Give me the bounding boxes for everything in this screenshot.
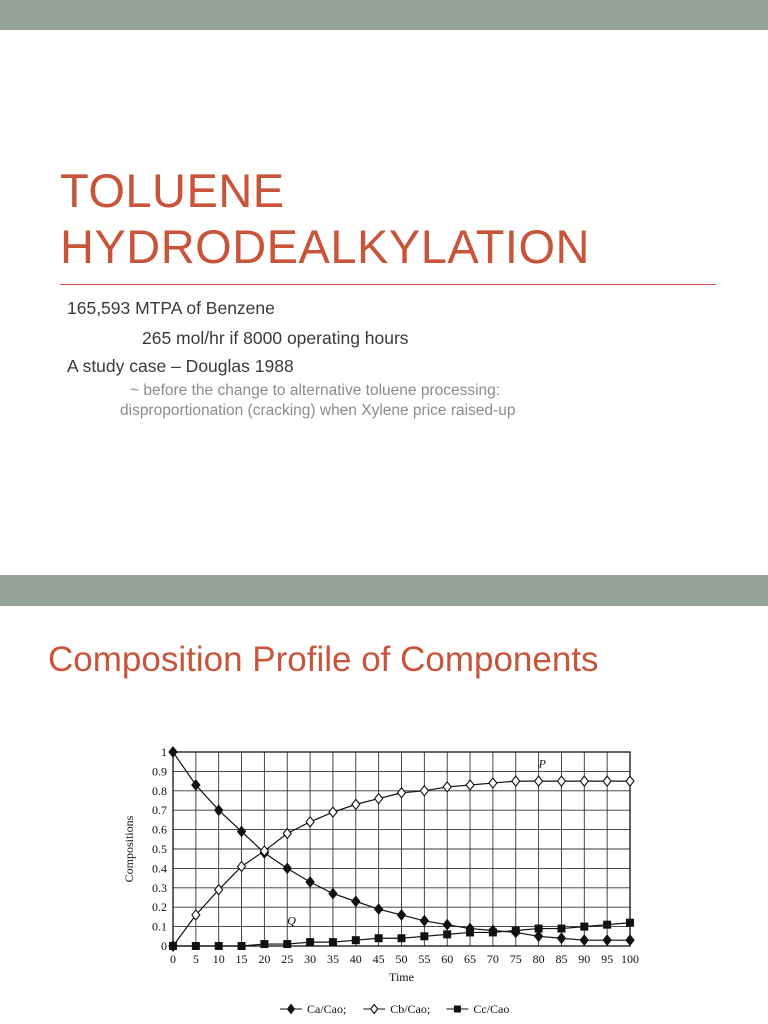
data-point: [466, 780, 474, 790]
data-point: [512, 776, 520, 786]
x-tick-label: 100: [621, 952, 639, 966]
annotation-p: P: [538, 756, 546, 771]
data-point: [307, 939, 314, 946]
data-point: [398, 788, 406, 798]
x-tick-label: 5: [192, 952, 199, 966]
legend-label: Cc/Cao: [473, 1002, 510, 1016]
data-point: [581, 923, 588, 930]
y-axis-label: Compositions: [122, 815, 136, 883]
data-point: [626, 935, 634, 945]
composition-chart: [115, 740, 655, 1024]
data-point: [420, 786, 428, 796]
data-point: [558, 925, 565, 932]
data-point: [557, 933, 565, 943]
slide-top-bar: [0, 0, 768, 30]
data-point: [352, 937, 359, 944]
x-axis-label: Time: [389, 970, 414, 984]
data-point: [421, 933, 428, 940]
legend-label: Cb/Cao;: [390, 1002, 431, 1016]
data-point: [603, 935, 611, 945]
data-point: [443, 920, 451, 930]
y-tick-label: 1: [161, 745, 167, 759]
slide-2-title: Composition Profile of Components: [48, 640, 599, 679]
data-point: [283, 863, 291, 873]
bullet-study-case: A study case – Douglas 1988: [67, 356, 294, 376]
data-point: [329, 889, 337, 899]
x-tick-label: 25: [281, 952, 294, 966]
y-tick-label: 0.7: [152, 803, 167, 818]
data-point: [580, 776, 588, 786]
slide-title-line-1: TOLUENE: [60, 164, 285, 217]
slide-title-line-2: HYDRODEALKYLATION: [60, 220, 590, 273]
data-point: [170, 943, 177, 950]
y-tick-label: 0.9: [152, 764, 167, 779]
x-tick-label: 80: [532, 952, 545, 966]
x-tick-label: 35: [326, 952, 339, 966]
data-point: [329, 807, 337, 817]
data-point: [352, 896, 360, 906]
x-tick-label: 75: [509, 952, 522, 966]
data-point: [375, 904, 383, 914]
slide-title: [60, 163, 590, 275]
x-tick-label: 10: [212, 952, 225, 966]
data-point: [467, 929, 474, 936]
x-tick-label: 40: [349, 952, 362, 966]
bullet-molar-rate: 265 mol/hr if 8000 operating hours: [142, 328, 409, 348]
y-tick-label: 0.2: [152, 900, 167, 915]
bullet-benzene-capacity: 165,593 MTPA of Benzene: [67, 298, 275, 318]
annotation-q: Q: [287, 913, 296, 928]
data-point: [489, 929, 496, 936]
y-tick-label: 0.3: [152, 880, 167, 895]
data-point: [306, 817, 314, 827]
x-tick-label: 95: [601, 952, 614, 966]
data-point: [626, 776, 634, 786]
data-point: [398, 910, 406, 920]
x-tick-label: 60: [441, 952, 454, 966]
y-tick-label: 0.8: [152, 783, 167, 798]
data-point: [535, 931, 543, 941]
y-tick-label: 0.4: [152, 861, 167, 876]
legend-item: [280, 1002, 346, 1016]
data-point: [535, 925, 542, 932]
x-tick-label: 65: [464, 952, 477, 966]
legend-item: [363, 1002, 430, 1016]
data-point: [580, 935, 588, 945]
data-point: [420, 916, 428, 926]
x-tick-label: 30: [304, 952, 317, 966]
data-point: [398, 935, 405, 942]
note-line-1: ~ before the change to alternative toluene processing:: [130, 382, 501, 399]
data-point: [627, 919, 634, 926]
data-point: [192, 943, 199, 950]
title-underline: [60, 284, 716, 285]
data-point: [352, 799, 360, 809]
x-tick-label: 15: [235, 952, 248, 966]
x-tick-label: 55: [418, 952, 431, 966]
data-point: [284, 941, 291, 948]
y-tick-label: 0.1: [152, 919, 167, 934]
y-tick-label: 0: [161, 939, 167, 953]
x-tick-label: 90: [578, 952, 591, 966]
data-point: [371, 1005, 378, 1014]
data-point: [375, 935, 382, 942]
data-point: [512, 927, 519, 934]
data-point: [375, 794, 383, 804]
legend-label: Ca/Cao;: [307, 1002, 347, 1016]
data-point: [535, 776, 543, 786]
legend-item: [446, 1002, 509, 1016]
data-point: [329, 939, 336, 946]
data-point: [238, 827, 246, 837]
data-point: [604, 921, 611, 928]
x-tick-label: 50: [395, 952, 408, 966]
data-point: [489, 778, 497, 788]
data-point: [306, 877, 314, 887]
data-point: [215, 943, 222, 950]
slide-divider-bar: [0, 575, 768, 606]
x-tick-label: 70: [486, 952, 499, 966]
y-tick-label: 0.5: [152, 842, 167, 856]
x-tick-label: 0: [170, 952, 176, 966]
y-tick-label: 0.6: [152, 822, 167, 837]
data-point: [557, 776, 565, 786]
x-tick-label: 85: [555, 952, 568, 966]
x-tick-label: 20: [258, 952, 271, 966]
data-point: [444, 931, 451, 938]
data-point: [238, 943, 245, 950]
data-point: [261, 941, 268, 948]
data-point: [603, 776, 611, 786]
x-tick-label: 45: [372, 952, 385, 966]
data-point: [288, 1005, 295, 1014]
note-line-2: disproportionation (cracking) when Xylene price raised-up: [120, 402, 516, 419]
chart-legend: [280, 1002, 509, 1016]
data-point: [454, 1006, 460, 1012]
